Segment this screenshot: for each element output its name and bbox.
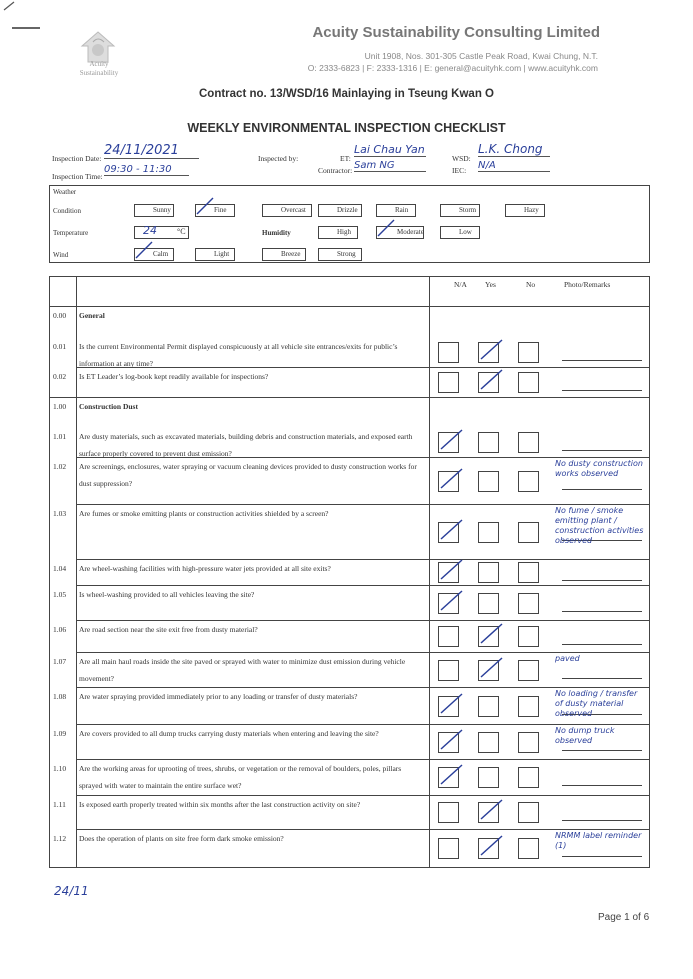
question-text: Are fumes or smoke emitting plants or construction activities shielded by a screen? xyxy=(79,509,329,518)
checkbox-no[interactable] xyxy=(518,767,539,788)
question-text: Are wheel-washing facilities with high-pressure water jets provided at all site exits? xyxy=(79,564,331,573)
et-label: ET: xyxy=(340,154,351,163)
check-mark xyxy=(438,427,464,453)
checkbox-no[interactable] xyxy=(518,593,539,614)
remark-line xyxy=(562,677,642,679)
wsd-value: L.K. Chong xyxy=(478,142,550,157)
row-number: 1.02 xyxy=(53,462,67,471)
checkbox-yes[interactable] xyxy=(478,593,499,614)
wind-breeze[interactable]: Breeze xyxy=(262,248,306,261)
check-mark xyxy=(438,691,464,717)
logo-caption: Acuity Sustainability xyxy=(79,60,119,77)
row-number: 1.00 xyxy=(53,402,67,411)
calm-check-mark xyxy=(134,240,154,260)
checkbox-na[interactable] xyxy=(438,838,459,859)
condition-storm[interactable]: Storm xyxy=(440,204,480,217)
section-heading: Construction Dust xyxy=(79,402,138,411)
weather-section xyxy=(49,185,650,263)
wind-label: Wind xyxy=(53,251,69,259)
checkbox-yes[interactable] xyxy=(478,432,499,453)
checkbox-no[interactable] xyxy=(518,660,539,681)
question-text: Is wheel-washing provided to all vehicles leaving the site? xyxy=(79,590,255,599)
header-na: N/A xyxy=(454,280,467,289)
checkbox-no[interactable] xyxy=(518,838,539,859)
remark-text: No fume / smoke emitting plant / construction activities observed xyxy=(555,506,644,545)
check-mark xyxy=(478,621,504,647)
check-mark xyxy=(478,797,504,823)
checkbox-no[interactable] xyxy=(518,342,539,363)
remark-line xyxy=(562,784,642,786)
inspection-time-label: Inspection Time: xyxy=(52,172,103,181)
question-text: Are all main haul roads inside the site paved or sprayed with water to minimize dust emission during vehicle movement? xyxy=(79,657,406,683)
weather-heading: Weather xyxy=(53,188,77,196)
remark-line xyxy=(562,819,642,821)
checkbox-no[interactable] xyxy=(518,471,539,492)
temperature-box[interactable] xyxy=(134,226,182,239)
question-text: Are dusty materials, such as excavated materials, building debris and construction materials, and exposed earth surface properly covered to prevent dust emission? xyxy=(79,432,413,458)
checkbox-no[interactable] xyxy=(518,372,539,393)
inspection-date-value: 24/11/2021 xyxy=(104,143,199,159)
checkbox-no[interactable] xyxy=(518,732,539,753)
question-text: Is ET Leader’s log-book kept readily available for inspections? xyxy=(79,372,269,381)
condition-overcast[interactable]: Overcast xyxy=(262,204,312,217)
row-number: 1.05 xyxy=(53,590,67,599)
row-number: 1.03 xyxy=(53,509,67,518)
section-heading: General xyxy=(79,311,105,320)
contractor-value: Sam NG xyxy=(354,160,426,172)
question-text: Is the current Environmental Permit displayed conspicuously at all vehicle site entrances/exits for public’s information at any time? xyxy=(79,342,398,368)
row-number: 1.08 xyxy=(53,692,67,701)
row-number: 1.04 xyxy=(53,564,67,573)
et-value: Lai Chau Yan xyxy=(354,143,425,156)
check-mark xyxy=(438,727,464,753)
check-mark xyxy=(478,367,504,393)
document-title: WEEKLY ENVIRONMENTAL INSPECTION CHECKLIST xyxy=(187,121,506,135)
temperature-unit-box xyxy=(176,226,189,239)
checklist-table xyxy=(49,276,650,868)
inspection-time-value: 09:30 - 11:30 xyxy=(104,164,189,176)
row-number: 0.02 xyxy=(53,372,67,381)
remark-text: No dusty construction works observed xyxy=(555,459,643,478)
condition-drizzle[interactable]: Drizzle xyxy=(318,204,362,217)
wsd-label: WSD: xyxy=(452,154,471,163)
checkbox-yes[interactable] xyxy=(478,767,499,788)
company-address xyxy=(250,50,598,74)
question-text: Are covers provided to all dump trucks carrying dusty materials when entering and leaving the site? xyxy=(79,729,379,738)
remark-line xyxy=(562,749,642,751)
humidity-moderate[interactable]: Moderate xyxy=(376,226,424,239)
footer-initials: 24/11 xyxy=(54,884,89,898)
row-number: 1.09 xyxy=(53,729,67,738)
condition-rain[interactable]: Rain xyxy=(376,204,416,217)
row-number: 1.01 xyxy=(53,432,67,441)
wind-strong[interactable]: Strong xyxy=(318,248,362,261)
condition-fine[interactable]: Fine xyxy=(195,204,235,217)
iec-label: IEC: xyxy=(452,166,467,175)
question-text: Are the working areas for uprooting of trees, shrubs, or vegetation or the removal of boulders, poles, pillars sprayed with water to maintain the entire surface wet? xyxy=(79,764,402,790)
checkbox-na[interactable] xyxy=(438,626,459,647)
question-text: Does the operation of plants on site free form dark smoke emission? xyxy=(79,834,284,843)
checkbox-no[interactable] xyxy=(518,432,539,453)
temperature-value: 24 xyxy=(143,224,157,237)
row-number: 1.10 xyxy=(53,764,67,773)
check-mark xyxy=(478,337,504,363)
checkbox-no[interactable] xyxy=(518,562,539,583)
header-remarks: Photo/Remarks xyxy=(564,280,611,289)
humidity-high[interactable]: High xyxy=(318,226,358,239)
page-number: Page 1 of 6 xyxy=(598,912,650,923)
check-mark xyxy=(438,557,464,583)
remark-line xyxy=(562,855,642,857)
contractor-label: Contractor: xyxy=(318,166,353,175)
check-mark xyxy=(438,517,464,543)
question-text: Are screenings, enclosures, water spraying or vacuum cleaning devices provided to dusty construction works for dust suppression? xyxy=(79,462,417,488)
question-text: Are road section near the site exit free from dusty material? xyxy=(79,625,258,634)
question-text: Is exposed earth properly treated within six months after the last construction activity on site? xyxy=(79,800,361,809)
humidity-low[interactable]: Low xyxy=(440,226,480,239)
row-number: 1.06 xyxy=(53,625,67,634)
iec-value: N/A xyxy=(478,160,550,172)
checkbox-no[interactable] xyxy=(518,626,539,647)
checkbox-no[interactable] xyxy=(518,696,539,717)
temperature-label: Temperature xyxy=(53,229,89,237)
remark-text: No dump truck observed xyxy=(555,726,615,745)
remark-text: NRMM label reminder (1) xyxy=(555,831,642,850)
contract-title: Contract no. 13/WSD/16 Mainlaying in Tseung Kwan O xyxy=(199,88,494,100)
row-number: 1.12 xyxy=(53,834,67,843)
checkbox-no[interactable] xyxy=(518,522,539,543)
checkbox-na[interactable] xyxy=(438,372,459,393)
remark-text: paved xyxy=(555,654,580,663)
inspection-date-label: Inspection Date: xyxy=(52,154,102,163)
remark-line xyxy=(562,359,642,361)
wind-calm[interactable]: Calm xyxy=(134,248,174,261)
row-number: 1.07 xyxy=(53,657,67,666)
condition-label: Condition xyxy=(53,207,82,215)
question-text: Are water spraying provided immediately prior to any loading or transfer of dusty materials? xyxy=(79,692,358,701)
temperature-unit: °C xyxy=(177,227,186,236)
humidity-label: Humidity xyxy=(262,229,291,237)
check-mark xyxy=(478,655,504,681)
remark-line xyxy=(562,449,642,451)
remark-line xyxy=(562,389,642,391)
moderate-check-mark xyxy=(376,218,396,238)
checkbox-no[interactable] xyxy=(518,802,539,823)
remark-line xyxy=(562,579,642,581)
company-name: Acuity Sustainability Consulting Limited xyxy=(312,24,600,41)
checkbox-yes[interactable] xyxy=(478,732,499,753)
remark-line xyxy=(562,488,642,490)
remark-line xyxy=(562,610,642,612)
remark-line xyxy=(562,643,642,645)
checkbox-yes[interactable] xyxy=(478,522,499,543)
wind-light[interactable]: Light xyxy=(195,248,235,261)
checkbox-na[interactable] xyxy=(438,660,459,681)
check-mark xyxy=(438,588,464,614)
inspected-by-label: Inspected by: xyxy=(258,154,299,163)
check-mark xyxy=(438,466,464,492)
fine-check-mark xyxy=(195,196,215,216)
checkbox-na[interactable] xyxy=(438,802,459,823)
header-no: No xyxy=(526,280,536,289)
checkbox-yes[interactable] xyxy=(478,696,499,717)
row-number: 0.01 xyxy=(53,342,67,351)
scan-corner-mark xyxy=(0,0,50,30)
header-yes: Yes xyxy=(485,280,496,289)
check-mark xyxy=(478,833,504,859)
check-mark xyxy=(438,762,464,788)
checkbox-yes[interactable] xyxy=(478,562,499,583)
row-number: 0.00 xyxy=(53,311,67,320)
condition-sunny[interactable]: Sunny xyxy=(134,204,174,217)
row-number: 1.11 xyxy=(53,800,66,809)
contact-line: O: 2333-6823 | F: 2333-1316 | E: general@acuityhk.com | www.acuityhk.com xyxy=(307,63,598,73)
remark-text: No loading / transfer of dusty material observed xyxy=(555,689,638,718)
checkbox-yes[interactable] xyxy=(478,471,499,492)
condition-hazy[interactable]: Hazy xyxy=(505,204,545,217)
address-line: Unit 1908, Nos. 301-305 Castle Peak Road, Kwai Chung, N.T. xyxy=(364,51,598,61)
checkbox-na[interactable] xyxy=(438,342,459,363)
